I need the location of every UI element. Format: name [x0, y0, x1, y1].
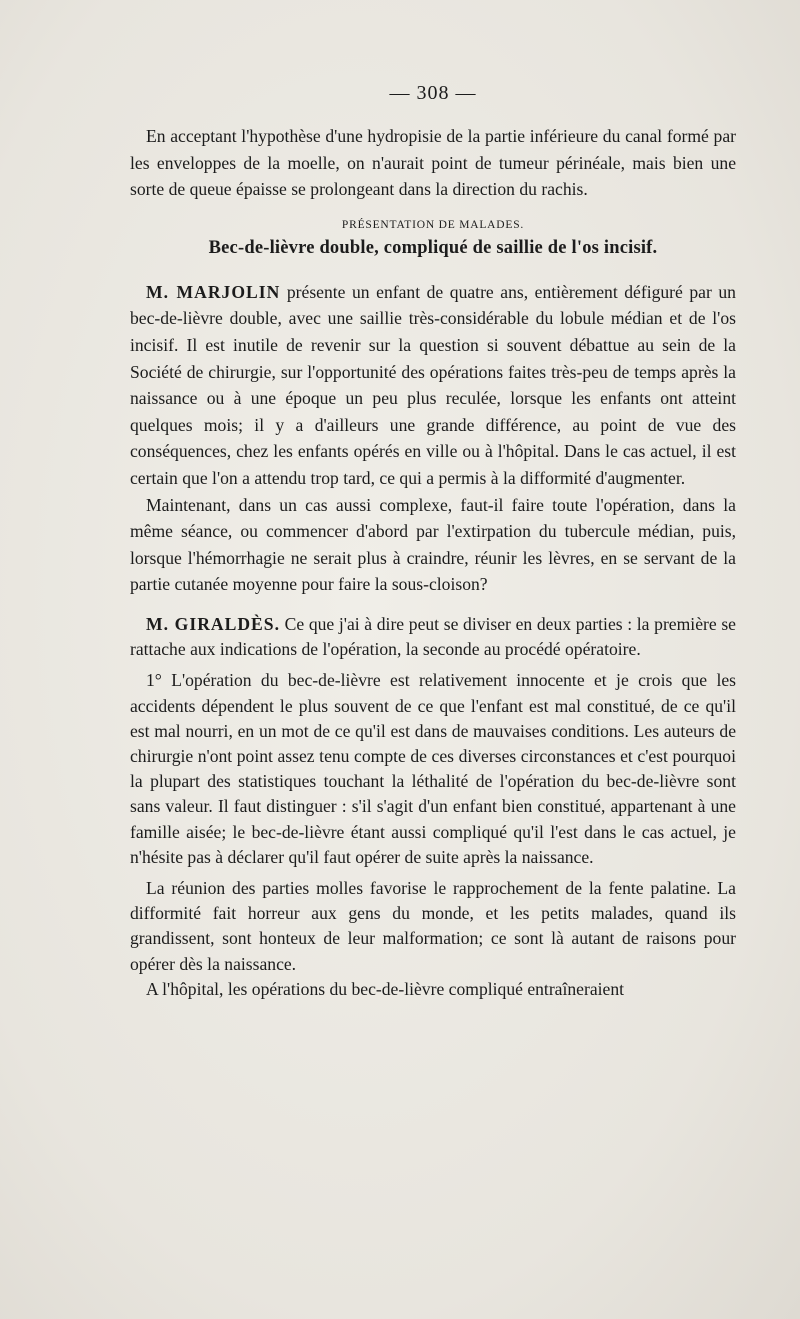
intro-paragraph: En acceptant l'hypothèse d'une hydropisie de la partie inférieure du canal formé par les enveloppes de la moelle, on n'aurait point de tumeur périnéale, mais bien une sorte de queue épaisse se prolongeant dans la direction du rachis. — [130, 126, 736, 200]
giraldes-section — [130, 612, 736, 1002]
giraldes-point-3: A l'hôpital, les opérations du bec-de-lièvre compliqué entraîneraient — [146, 978, 625, 999]
page-number: — 308 — — [389, 82, 477, 104]
giraldes-intro-paragraph — [130, 612, 736, 662]
marjolin-paragraph — [130, 279, 736, 492]
marjolin-text: présente un enfant de quatre ans, entièrement défiguré par un bec-de-lièvre double, avec une saillie très-considérable du lobule médian et de l'os incisif. Il est inutile de revenir sur la question si souvent débattue au sein de la Société de chirurgie, sur l'opportunité des opérations faites très-peu de temps après la naissance ou à une époque un peu plus reculée, lorsque les enfants ont atteint quelques mois; il y a d'ailleurs une grande différence, au point de vue des conséquences, chez les enfants opérés en ville ou à l'hôpital. Dans le cas actuel, il est certain que l'on a attendu trop tard, ce qui a permis à la difformité d'augmenter. — [130, 281, 736, 488]
giraldes-point-2: La réunion des parties molles favorise le rapprochement de la fente palatine. La difformité fait horreur aux gens du monde, et les petits malades, quand ils grandissent, sont honteux de leur malformation; ce sont là autant de raisons pour opérer dès la naissance. — [130, 877, 736, 974]
speaker-giraldes: M. GIRALDÈS. — [146, 613, 280, 634]
section-heading: PRÉSENTATION DE MALADES. — [341, 218, 525, 231]
text-column — [130, 82, 736, 1002]
subsection-title: Bec-de-lièvre double, compliqué de saillie de l'os incisif. — [208, 237, 658, 258]
marjolin-question: Maintenant, dans un cas aussi complexe, faut-il faire toute l'opération, dans la même séance, ou commencer d'abord par l'extirpation du tubercule médian, puis, lorsque l'hémorrhagie ne serait plus à craindre, réunir les lèvres, en se servant de la partie cutanée moyenne pour faire la sous-cloison? — [130, 494, 736, 595]
speaker-marjolin: M. MARJOLIN — [146, 281, 281, 302]
giraldes-point-1: 1° L'opération du bec-de-lièvre est relativement innocente et je crois que les accidents dépendent le plus souvent de ce que l'enfant est mal constitué, de ce qu'il est mal nourri, en un mot de ce qu'il est dans de mauvaises conditions. Les auteurs de chirurgie n'ont point assez tenu compte de ces diverses circonstances et c'est pourquoi la plupart des statistiques touchant la léthalité de l'opération du bec-de-lièvre sont sans valeur. Il faut distinguer : s'il s'agit d'un enfant bien constitué, appartenant à une famille aisée; le bec-de-lièvre étant aussi compliqué qu'il l'est dans le cas actuel, je n'hésite pas à déclarer qu'il faut opérer de suite après la naissance. — [130, 670, 736, 867]
giraldes-intro-text: Ce que j'ai à dire peut se diviser en deux parties : la première se rattache aux indications de l'opération, la seconde au procédé opératoire. — [130, 613, 736, 660]
